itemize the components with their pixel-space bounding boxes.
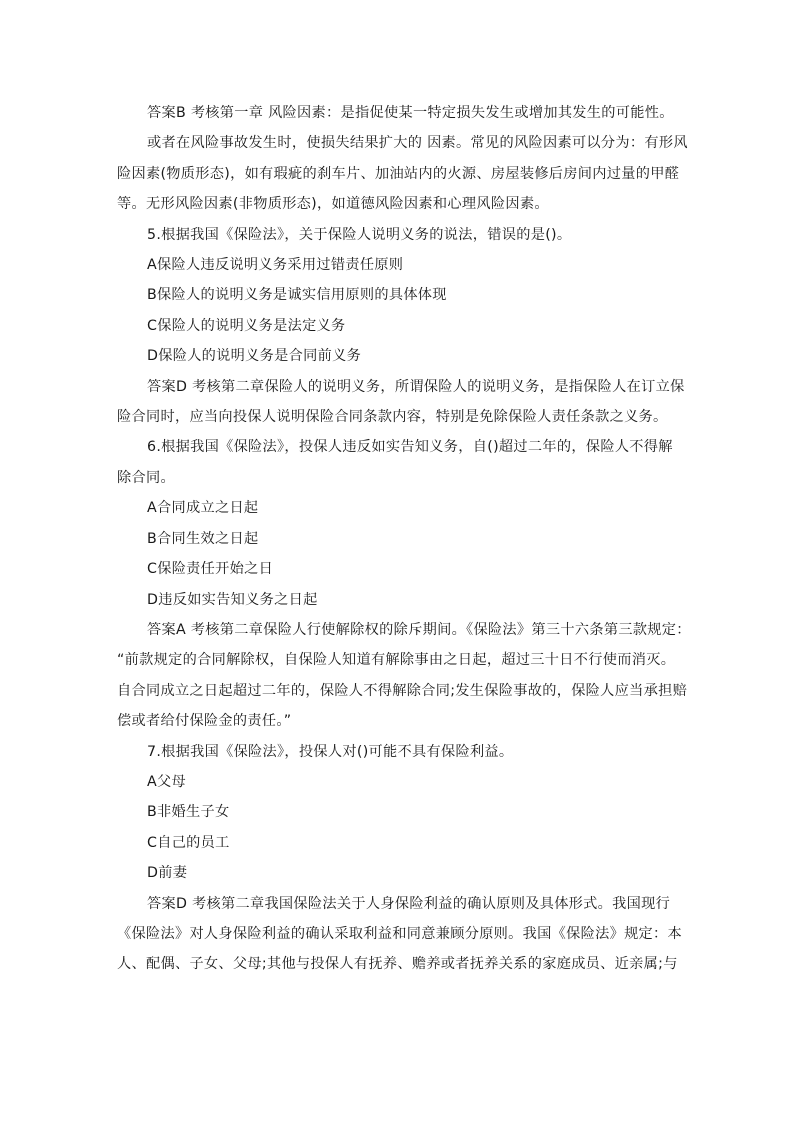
answer-explanation-6 bbox=[117, 615, 691, 737]
option-d: D前妻 bbox=[147, 865, 188, 882]
question-6 bbox=[117, 432, 677, 493]
option-d: D保险人的说明义务是合同前义务 bbox=[147, 348, 362, 365]
text-line: 偿或者给付保险金的责任。” bbox=[117, 713, 292, 730]
question-5-options bbox=[117, 250, 677, 372]
answer-explanation-5 bbox=[117, 372, 685, 433]
option-a: A保险人违反说明义务采用过错责任原则 bbox=[147, 257, 404, 274]
option-d: D违反如实告知义务之日起 bbox=[147, 591, 318, 608]
option-c: C保险责任开始之日 bbox=[147, 561, 274, 578]
option-b: B非婚生子女 bbox=[147, 804, 230, 821]
text-line: 险因素(物质形态)，如有瑕疵的刹车片、加油站内的火源、房屋装修后房间内过量的甲醛 bbox=[117, 165, 680, 182]
text-line: 《保险法》对人身保险利益的确认采取利益和同意兼顾分原则。我国《保险法》规定：本 bbox=[117, 925, 683, 942]
text-line: 自合同成立之日起超过二年的，保险人不得解除合同;发生保险事故的，保险人应当承担赔 bbox=[117, 682, 688, 699]
option-a: A父母 bbox=[147, 773, 186, 790]
answer-explanation-7 bbox=[117, 889, 683, 980]
option-b: B合同生效之日起 bbox=[147, 530, 259, 547]
question-text: 5.根据我国《保险法》，关于保险人说明义务的说法，错误的是()。 bbox=[147, 226, 572, 243]
question-7-options bbox=[117, 767, 677, 889]
option-b: B保险人的说明义务是诚实信用原则的具体体现 bbox=[147, 287, 447, 304]
text-line: 等。无形风险因素(非物质形态)，如道德风险因素和心理风险因素。 bbox=[117, 196, 549, 213]
document-body bbox=[117, 98, 691, 980]
option-c: C自己的员工 bbox=[147, 834, 230, 851]
option-a: A合同成立之日起 bbox=[147, 500, 259, 517]
question-text: 7.根据我国《保险法》，投保人对()可能不具有保险利益。 bbox=[147, 743, 514, 760]
text-line: 答案D 考核第二章我国保险法关于人身保险利益的确认原则及具体形式。我国现行 bbox=[147, 895, 671, 912]
text-line: 人、配偶、子女、父母;其他与投保人有抚养、赡养或者抚养关系的家庭成员、近亲属;与 bbox=[117, 956, 678, 973]
question-5 bbox=[117, 220, 677, 250]
option-c: C保险人的说明义务是法定义务 bbox=[147, 317, 346, 334]
question-text: 除合同。 bbox=[117, 469, 175, 486]
question-6-options bbox=[117, 493, 677, 615]
text-line: 答案B 考核第一章 风险因素：是指促使某一特定损失发生或增加其发生的可能性。 bbox=[147, 105, 674, 121]
question-7 bbox=[117, 737, 677, 767]
text-line: 或者在风险事故发生时，使损失结果扩大的 因素。常见的风险因素可以分为：有形风 bbox=[147, 135, 688, 152]
text-line: 答案D 考核第二章保险人的说明义务，所谓保险人的说明义务，是指保险人在订立保 bbox=[147, 378, 685, 395]
text-line: “前款规定的合同解除权，自保险人知道有解除事由之日起，超过三十日不行使而消灭。 bbox=[117, 652, 676, 669]
text-line: 险合同时，应当向投保人说明保险合同条款内容，特别是免除保险人责任条款之义务。 bbox=[117, 409, 668, 426]
answer-explanation-4 bbox=[117, 98, 688, 220]
text-line: 答案A 考核第二章保险人行使解除权的除斥期间。《保险法》第三十六条第三款规定： bbox=[147, 621, 691, 638]
question-text: 6.根据我国《保险法》，投保人违反如实告知义务，自()超过二年的，保险人不得解 bbox=[147, 439, 673, 456]
